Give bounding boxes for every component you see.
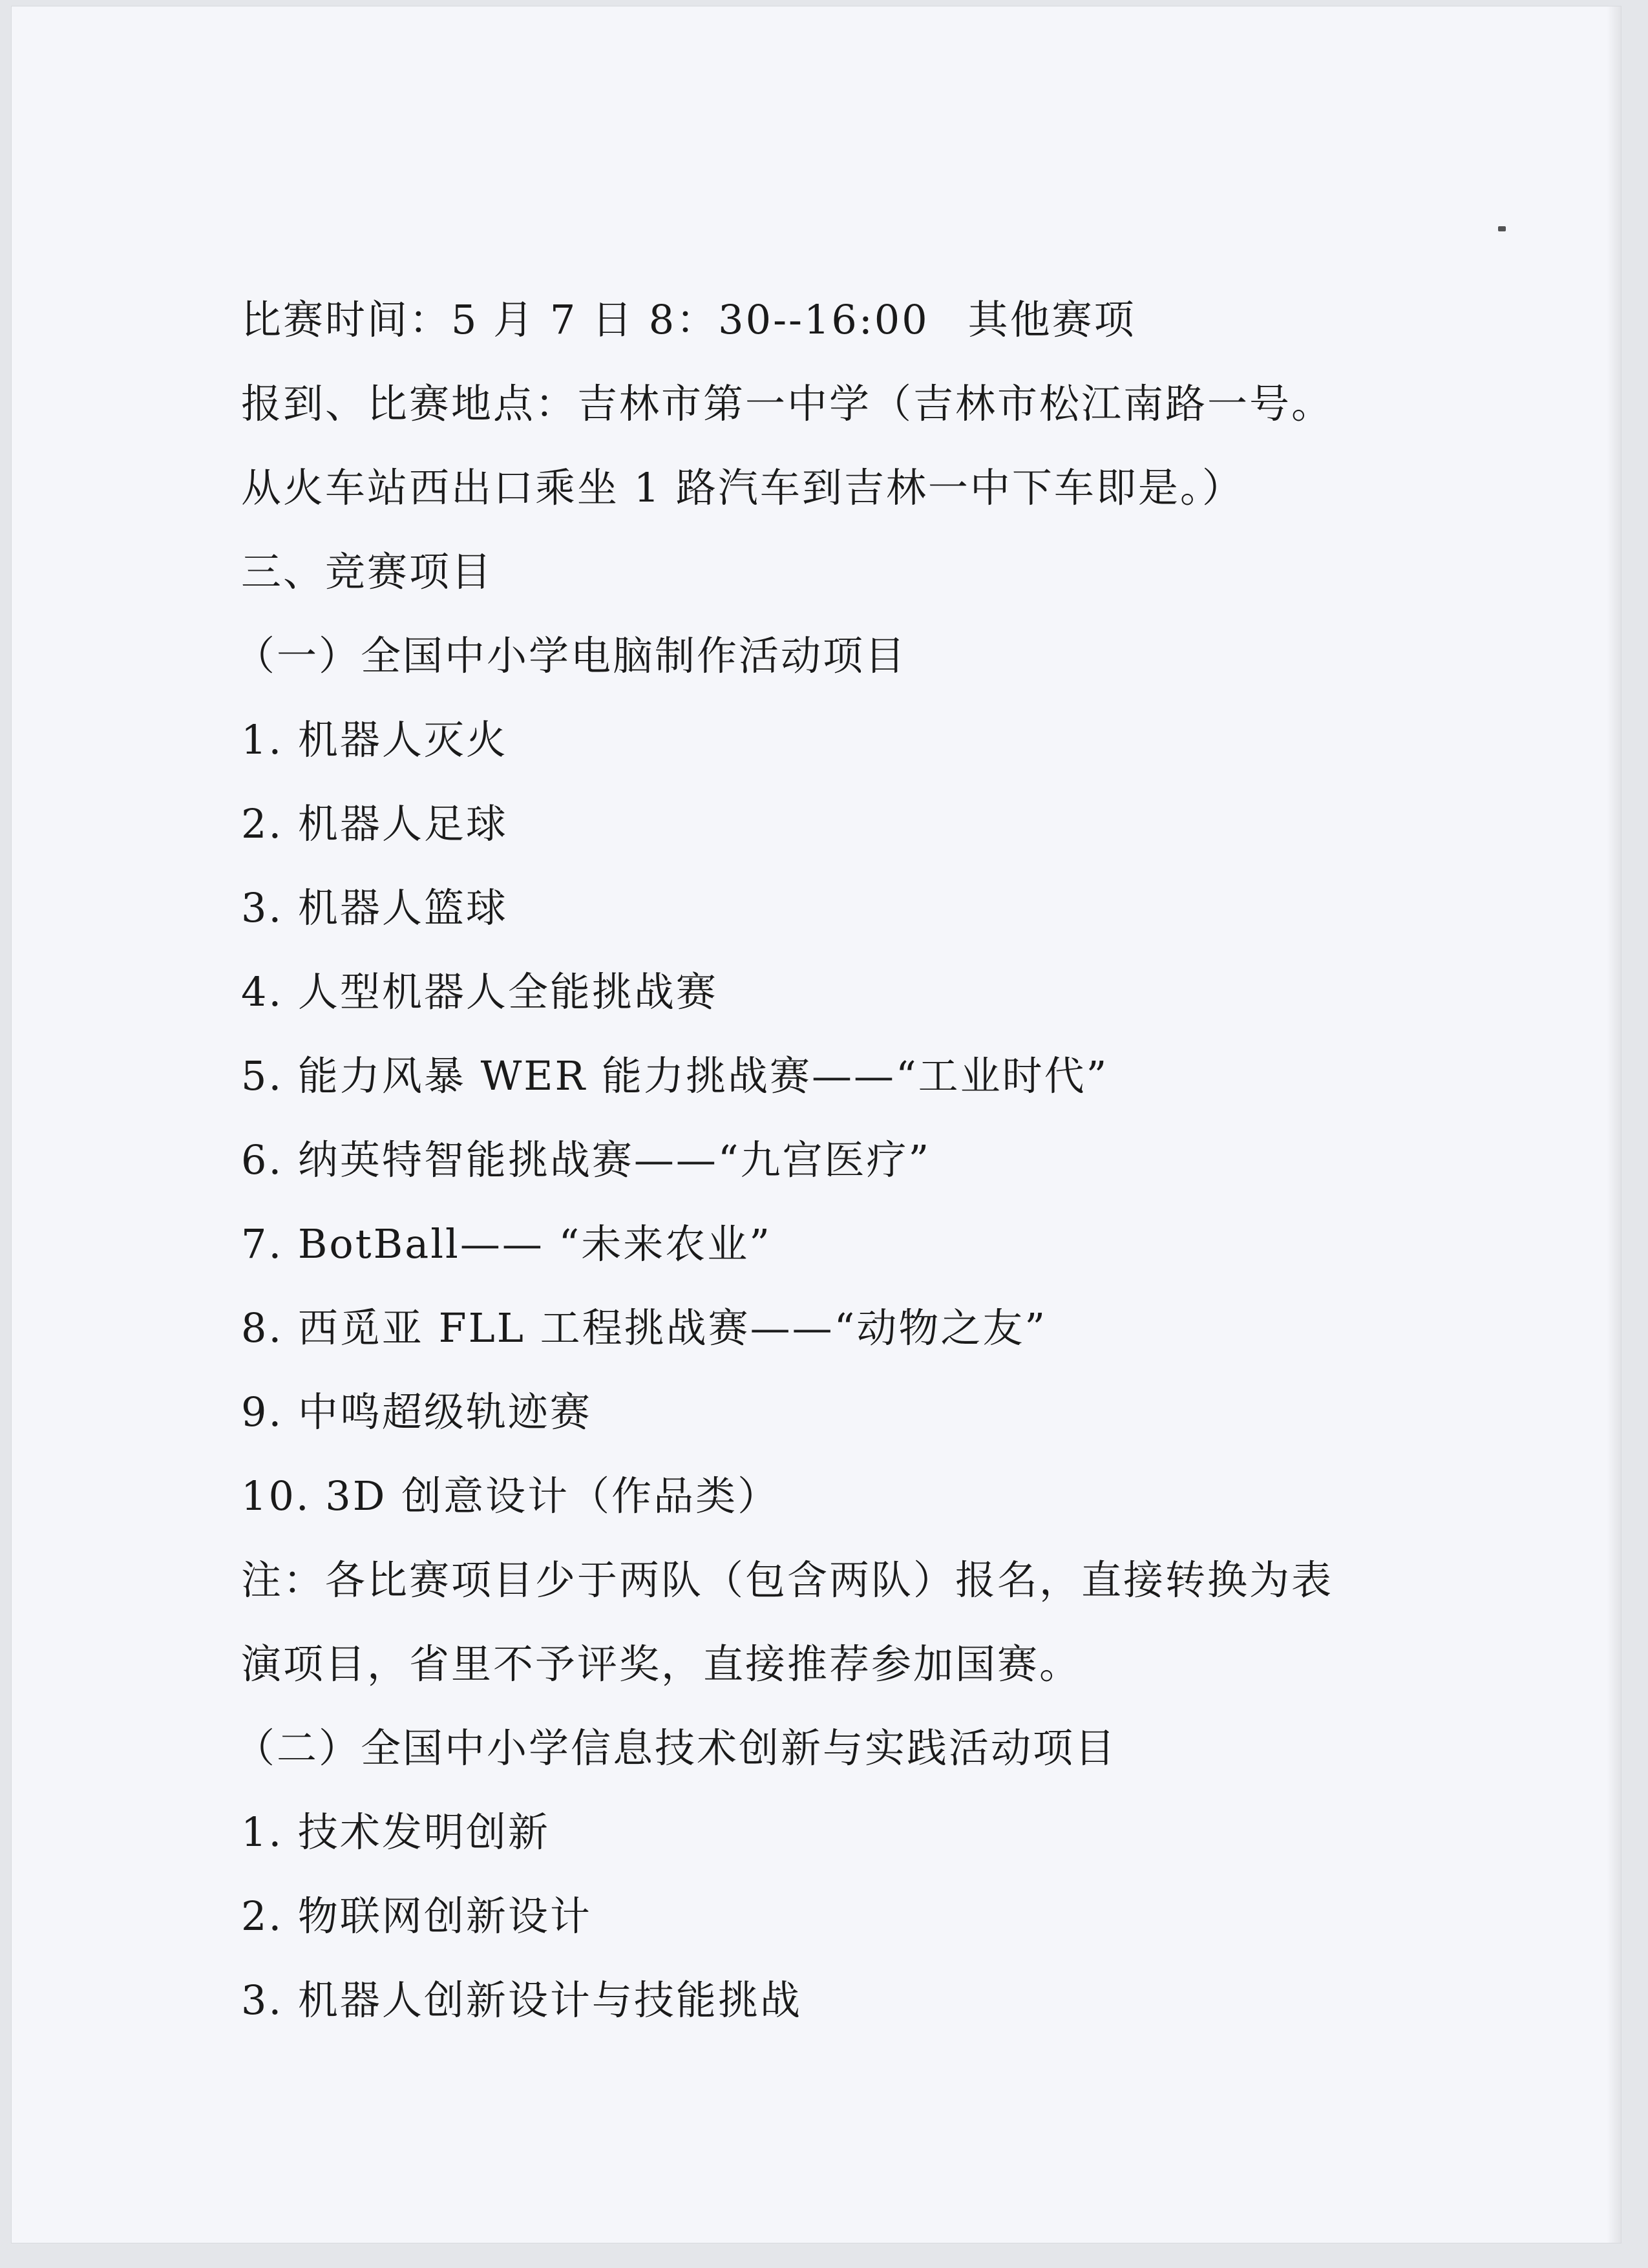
list-item: 2. 物联网创新设计 bbox=[241, 1892, 592, 1940]
note-line-1: 注：各比赛项目少于两队（包含两队）报名，直接转换为表 bbox=[241, 1556, 1334, 1604]
scan-edge-shadow bbox=[1607, 6, 1621, 2243]
venue-line-1: 报到、比赛地点：吉林市第一中学（吉林市松江南路一号。 bbox=[241, 380, 1334, 427]
list-item: 1. 机器人灭火 bbox=[241, 716, 508, 763]
subsection-heading-1: （一）全国中小学电脑制作活动项目 bbox=[235, 632, 907, 679]
list-item: 5. 能力风暴 WER 能力挑战赛——“工业时代” bbox=[241, 1052, 1109, 1099]
note-line-2: 演项目，省里不予评奖，直接推荐参加国赛。 bbox=[241, 1640, 1082, 1688]
competition-time-other: 其他赛项 bbox=[967, 296, 1136, 343]
subsection-heading-2: （二）全国中小学信息技术创新与实践活动项目 bbox=[235, 1724, 1117, 1772]
list-item: 10. 3D 创意设计（作品类） bbox=[241, 1472, 780, 1520]
competition-time: 比赛时间：5 月 7 日 8：30--16:00 bbox=[241, 296, 929, 343]
list-item: 3. 机器人篮球 bbox=[241, 884, 508, 931]
list-item: 3. 机器人创新设计与技能挑战 bbox=[241, 1977, 802, 2024]
list-item: 2. 机器人足球 bbox=[241, 800, 508, 847]
document-page bbox=[12, 6, 1621, 2243]
list-item: 1. 技术发明创新 bbox=[241, 1808, 550, 1856]
venue-line-2: 从火车站西出口乘坐 1 路汽车到吉林一中下车即是。） bbox=[241, 464, 1244, 511]
competition-time-line bbox=[241, 278, 1437, 362]
scan-speck bbox=[1498, 226, 1506, 231]
document-body bbox=[235, 278, 1437, 2042]
section-heading-3: 三、竞赛项目 bbox=[241, 548, 494, 595]
list-item: 8. 西觅亚 FLL 工程挑战赛——“动物之友” bbox=[241, 1304, 1048, 1351]
list-item: 4. 人型机器人全能挑战赛 bbox=[241, 968, 718, 1015]
list-item: 9. 中鸣超级轨迹赛 bbox=[241, 1388, 592, 1436]
list-item: 7. BotBall—— “未来农业” bbox=[241, 1220, 772, 1267]
list-item: 6. 纳英特智能挑战赛——“九宫医疗” bbox=[241, 1136, 931, 1183]
